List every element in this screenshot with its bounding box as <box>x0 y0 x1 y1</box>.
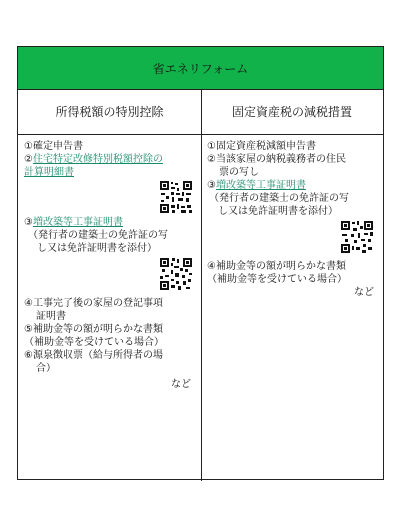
right-item-3-note <box>207 192 384 218</box>
right-item-1: ①固定資産税減額申告書 <box>207 141 316 152</box>
left-item-2 <box>24 153 201 179</box>
left-etc-label: など <box>171 379 191 390</box>
left-item-1: ①確定申告書 <box>24 141 83 152</box>
reform-table <box>17 46 384 480</box>
right-item-3 <box>207 179 384 192</box>
tax-credit-calculation-link[interactable]: 住宅特定改修特別税額控除の <box>32 154 163 165</box>
left-item-4 <box>24 297 201 323</box>
renovation-certificate-link[interactable]: 増改築等工事証明書 <box>32 217 123 228</box>
left-item-3 <box>24 216 201 229</box>
left-item-4-line1: ④工事完了後の家屋の登記事項 <box>24 298 163 309</box>
right-item-2-line1: ②当該家屋の納税義務者の住民 <box>207 154 346 165</box>
tax-credit-calculation-link-cont[interactable]: 計算明細書 <box>24 167 74 178</box>
right-etc-label: など <box>354 287 374 298</box>
right-item-2 <box>207 153 384 179</box>
qr-code-icon[interactable] <box>159 180 193 214</box>
left-item-3-note-line2: し又は免許証明書を添付） <box>37 243 157 254</box>
qr-code-icon[interactable] <box>340 220 374 254</box>
right-item-4 <box>207 260 384 286</box>
right-item-3-number: ③ <box>207 180 216 191</box>
left-item-5-line1: ⑤補助金等の額が明らかな書類 <box>24 324 163 335</box>
left-item-4-line2: 証明書 <box>36 311 66 322</box>
renovation-certificate-link-right[interactable]: 増改築等工事証明書 <box>215 180 306 191</box>
right-column-header: 固定資産税の減税措置 <box>201 89 383 135</box>
left-item-3-number: ③ <box>24 217 33 228</box>
table-title: 省エネリフォーム <box>18 47 383 90</box>
left-item-3-note-line1: （発行者の建築士の免許証の写 <box>28 230 168 241</box>
left-column-header: 所得税額の特別控除 <box>18 89 201 135</box>
left-item-6-line1: ⑥源泉徴収票（給与所得者の場 <box>24 350 163 361</box>
right-item-4-line2: （補助金等を受けている場合） <box>207 274 347 285</box>
left-item-6-line2: 合） <box>36 363 56 374</box>
right-item-2-line2: 票の写し <box>219 167 259 178</box>
left-item-3-note <box>24 229 201 255</box>
right-column-body <box>202 135 384 481</box>
left-column-body <box>18 135 201 481</box>
qr-code-icon[interactable] <box>159 257 193 291</box>
left-item-6 <box>24 349 201 375</box>
left-item-2-number: ② <box>24 154 33 165</box>
left-item-5 <box>24 323 201 349</box>
right-item-4-line1: ④補助金等の額が明らかな書類 <box>207 261 346 272</box>
right-item-3-note-line1: （発行者の建築士の免許証の写 <box>209 193 349 204</box>
right-item-3-note-line2: し又は免許証明書を添付） <box>218 206 338 217</box>
left-item-5-line2: （補助金等を受けている場合） <box>24 337 164 348</box>
